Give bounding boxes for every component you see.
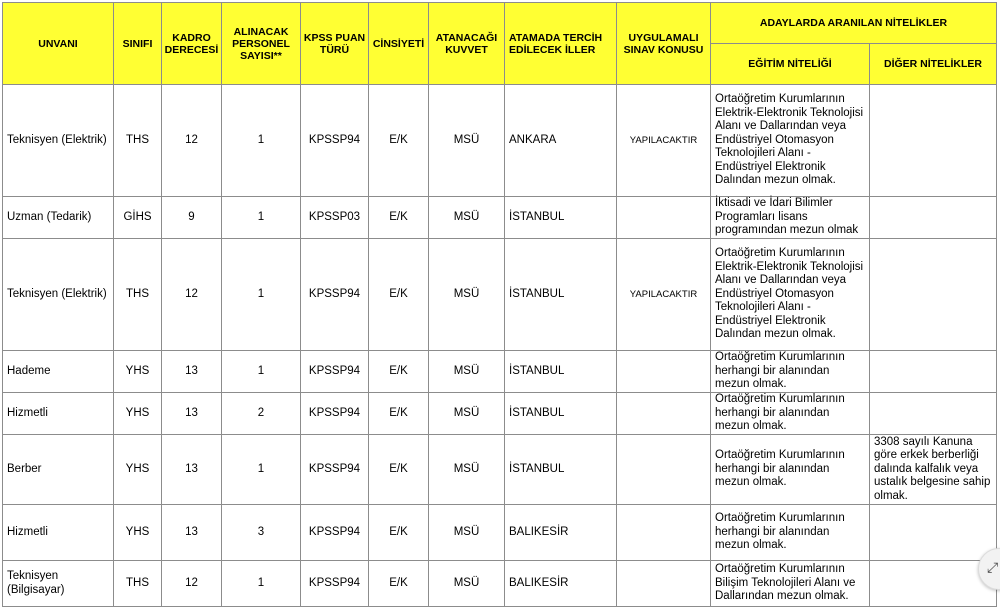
table-row <box>3 393 997 435</box>
cell-unvani: Hizmetli <box>3 393 114 435</box>
cell-personel-sayisi: 1 <box>222 85 301 197</box>
cell-kpss-puan-turu: KPSSP94 <box>301 505 369 561</box>
cell-diger-nitelikler <box>870 505 997 561</box>
header-atanacagi-kuvvet: ATANACAĞI KUVVET <box>429 3 505 85</box>
cell-sinav-konusu <box>617 505 711 561</box>
cell-kuvvet: MSÜ <box>429 239 505 351</box>
cell-sinifi: THS <box>114 239 162 351</box>
table-row <box>3 239 997 351</box>
cell-unvani: Berber <box>3 435 114 505</box>
table-row <box>3 505 997 561</box>
cell-sinifi: YHS <box>114 393 162 435</box>
table-row <box>3 435 997 505</box>
cell-il: ANKARA <box>505 85 617 197</box>
header-alinacak-personel: ALINACAK PERSONEL SAYISI** <box>222 3 301 85</box>
cell-egitim-niteligi: Ortaöğretim Kurumlarının herhangi bir alanından mezun olmak. <box>711 435 870 505</box>
header-unvani: UNVANI <box>3 3 114 85</box>
table-row <box>3 351 997 393</box>
cell-unvani: Teknisyen (Elektrik) <box>3 239 114 351</box>
header-tercih-iller: ATAMADA TERCİH EDİLECEK İLLER <box>505 3 617 85</box>
cell-sinav-konusu <box>617 351 711 393</box>
cell-kadro-derecesi: 13 <box>162 393 222 435</box>
header-sinifi: SINIFI <box>114 3 162 85</box>
cell-kpss-puan-turu: KPSSP94 <box>301 561 369 607</box>
cell-diger-nitelikler <box>870 239 997 351</box>
header-aranilan-nitelikler: ADAYLARDA ARANILAN NİTELİKLER <box>711 3 997 44</box>
cell-egitim-niteligi: Ortaöğretim Kurumlarının Elektrik-Elektronik Teknolojisi Alanı ve Dallarından veya Endüstriyel Otomasyon Teknolojileri Alanı - Endüstriyel Elektronik Dalından mezun olmak. <box>711 85 870 197</box>
cell-kpss-puan-turu: KPSSP94 <box>301 239 369 351</box>
cell-kadro-derecesi: 12 <box>162 239 222 351</box>
cell-kpss-puan-turu: KPSSP94 <box>301 435 369 505</box>
header-kpss-puan-turu: KPSS PUAN TÜRÜ <box>301 3 369 85</box>
cell-diger-nitelikler <box>870 85 997 197</box>
cell-sinifi: GİHS <box>114 197 162 239</box>
cell-personel-sayisi: 1 <box>222 197 301 239</box>
cell-egitim-niteligi: Ortaöğretim Kurumlarının Elektrik-Elektronik Teknolojisi Alanı ve Dallarından veya Endüstriyel Otomasyon Teknolojileri Alanı - Endüstriyel Elektronik Dalından mezun olmak. <box>711 239 870 351</box>
cell-sinav-konusu <box>617 197 711 239</box>
cell-unvani: Uzman (Tedarik) <box>3 197 114 239</box>
cell-cinsiyet: E/K <box>369 239 429 351</box>
cell-sinifi: YHS <box>114 435 162 505</box>
cell-sinifi: YHS <box>114 351 162 393</box>
cell-kuvvet: MSÜ <box>429 505 505 561</box>
cell-unvani: Hizmetli <box>3 505 114 561</box>
table-row <box>3 561 997 607</box>
cell-kadro-derecesi: 13 <box>162 435 222 505</box>
cell-cinsiyet: E/K <box>369 197 429 239</box>
cell-personel-sayisi: 1 <box>222 351 301 393</box>
cell-kuvvet: MSÜ <box>429 435 505 505</box>
header-diger-nitelikler: DİĞER NİTELİKLER <box>870 44 997 85</box>
cell-cinsiyet: E/K <box>369 85 429 197</box>
cell-il: İSTANBUL <box>505 393 617 435</box>
cell-kuvvet: MSÜ <box>429 351 505 393</box>
header-cinsiyeti: CİNSİYETİ <box>369 3 429 85</box>
cell-kadro-derecesi: 13 <box>162 351 222 393</box>
cell-sinav-konusu <box>617 561 711 607</box>
cell-sinifi: THS <box>114 561 162 607</box>
cell-kuvvet: MSÜ <box>429 85 505 197</box>
cell-il: BALIKESİR <box>505 505 617 561</box>
cell-diger-nitelikler <box>870 197 997 239</box>
header-sinav-konusu: UYGULAMALI SINAV KONUSU <box>617 3 711 85</box>
cell-kadro-derecesi: 12 <box>162 561 222 607</box>
cell-egitim-niteligi: Ortaöğretim Kurumlarının herhangi bir alanından mezun olmak. <box>711 351 870 393</box>
cell-kadro-derecesi: 9 <box>162 197 222 239</box>
cell-unvani: Teknisyen (Bilgisayar) <box>3 561 114 607</box>
expand-icon: ⤢ <box>987 559 999 575</box>
cell-diger-nitelikler: 3308 sayılı Kanuna göre erkek berberliği dalında kalfalık veya ustalık belgesine sahip olmak. <box>870 435 997 505</box>
cell-il: BALIKESİR <box>505 561 617 607</box>
cell-sinifi: THS <box>114 85 162 197</box>
cell-egitim-niteligi: Ortaöğretim Kurumlarının herhangi bir alanından mezun olmak. <box>711 505 870 561</box>
cell-kpss-puan-turu: KPSSP94 <box>301 85 369 197</box>
cell-diger-nitelikler <box>870 351 997 393</box>
cell-cinsiyet: E/K <box>369 435 429 505</box>
positions-table <box>2 2 997 607</box>
cell-sinifi: YHS <box>114 505 162 561</box>
cell-diger-nitelikler <box>870 393 997 435</box>
cell-unvani: Hademe <box>3 351 114 393</box>
cell-kadro-derecesi: 13 <box>162 505 222 561</box>
cell-sinav-konusu: YAPILACAKTIR <box>617 239 711 351</box>
cell-kpss-puan-turu: KPSSP94 <box>301 393 369 435</box>
cell-il: İSTANBUL <box>505 435 617 505</box>
cell-cinsiyet: E/K <box>369 561 429 607</box>
cell-egitim-niteligi: İktisadi ve İdari Bilimler Programları lisans programından mezun olmak <box>711 197 870 239</box>
cell-kuvvet: MSÜ <box>429 561 505 607</box>
cell-sinav-konusu <box>617 435 711 505</box>
cell-il: İSTANBUL <box>505 239 617 351</box>
cell-kuvvet: MSÜ <box>429 393 505 435</box>
cell-egitim-niteligi: Ortaöğretim Kurumlarının Bilişim Teknolojileri Alanı ve Dallarından mezun olmak. <box>711 561 870 607</box>
cell-egitim-niteligi: Ortaöğretim Kurumlarının herhangi bir alanından mezun olmak. <box>711 393 870 435</box>
cell-sinav-konusu: YAPILACAKTIR <box>617 85 711 197</box>
cell-personel-sayisi: 2 <box>222 393 301 435</box>
cell-unvani: Teknisyen (Elektrik) <box>3 85 114 197</box>
header-egitim-niteligi: EĞİTİM NİTELİĞİ <box>711 44 870 85</box>
cell-personel-sayisi: 3 <box>222 505 301 561</box>
cell-personel-sayisi: 1 <box>222 239 301 351</box>
cell-kpss-puan-turu: KPSSP94 <box>301 351 369 393</box>
header-kadro-derecesi: KADRO DERECESİ <box>162 3 222 85</box>
cell-cinsiyet: E/K <box>369 393 429 435</box>
cell-il: İSTANBUL <box>505 197 617 239</box>
cell-il: İSTANBUL <box>505 351 617 393</box>
table-row <box>3 197 997 239</box>
cell-cinsiyet: E/K <box>369 505 429 561</box>
cell-kuvvet: MSÜ <box>429 197 505 239</box>
table-row <box>3 85 997 197</box>
cell-kpss-puan-turu: KPSSP03 <box>301 197 369 239</box>
cell-kadro-derecesi: 12 <box>162 85 222 197</box>
cell-sinav-konusu <box>617 393 711 435</box>
cell-cinsiyet: E/K <box>369 351 429 393</box>
cell-personel-sayisi: 1 <box>222 435 301 505</box>
cell-personel-sayisi: 1 <box>222 561 301 607</box>
